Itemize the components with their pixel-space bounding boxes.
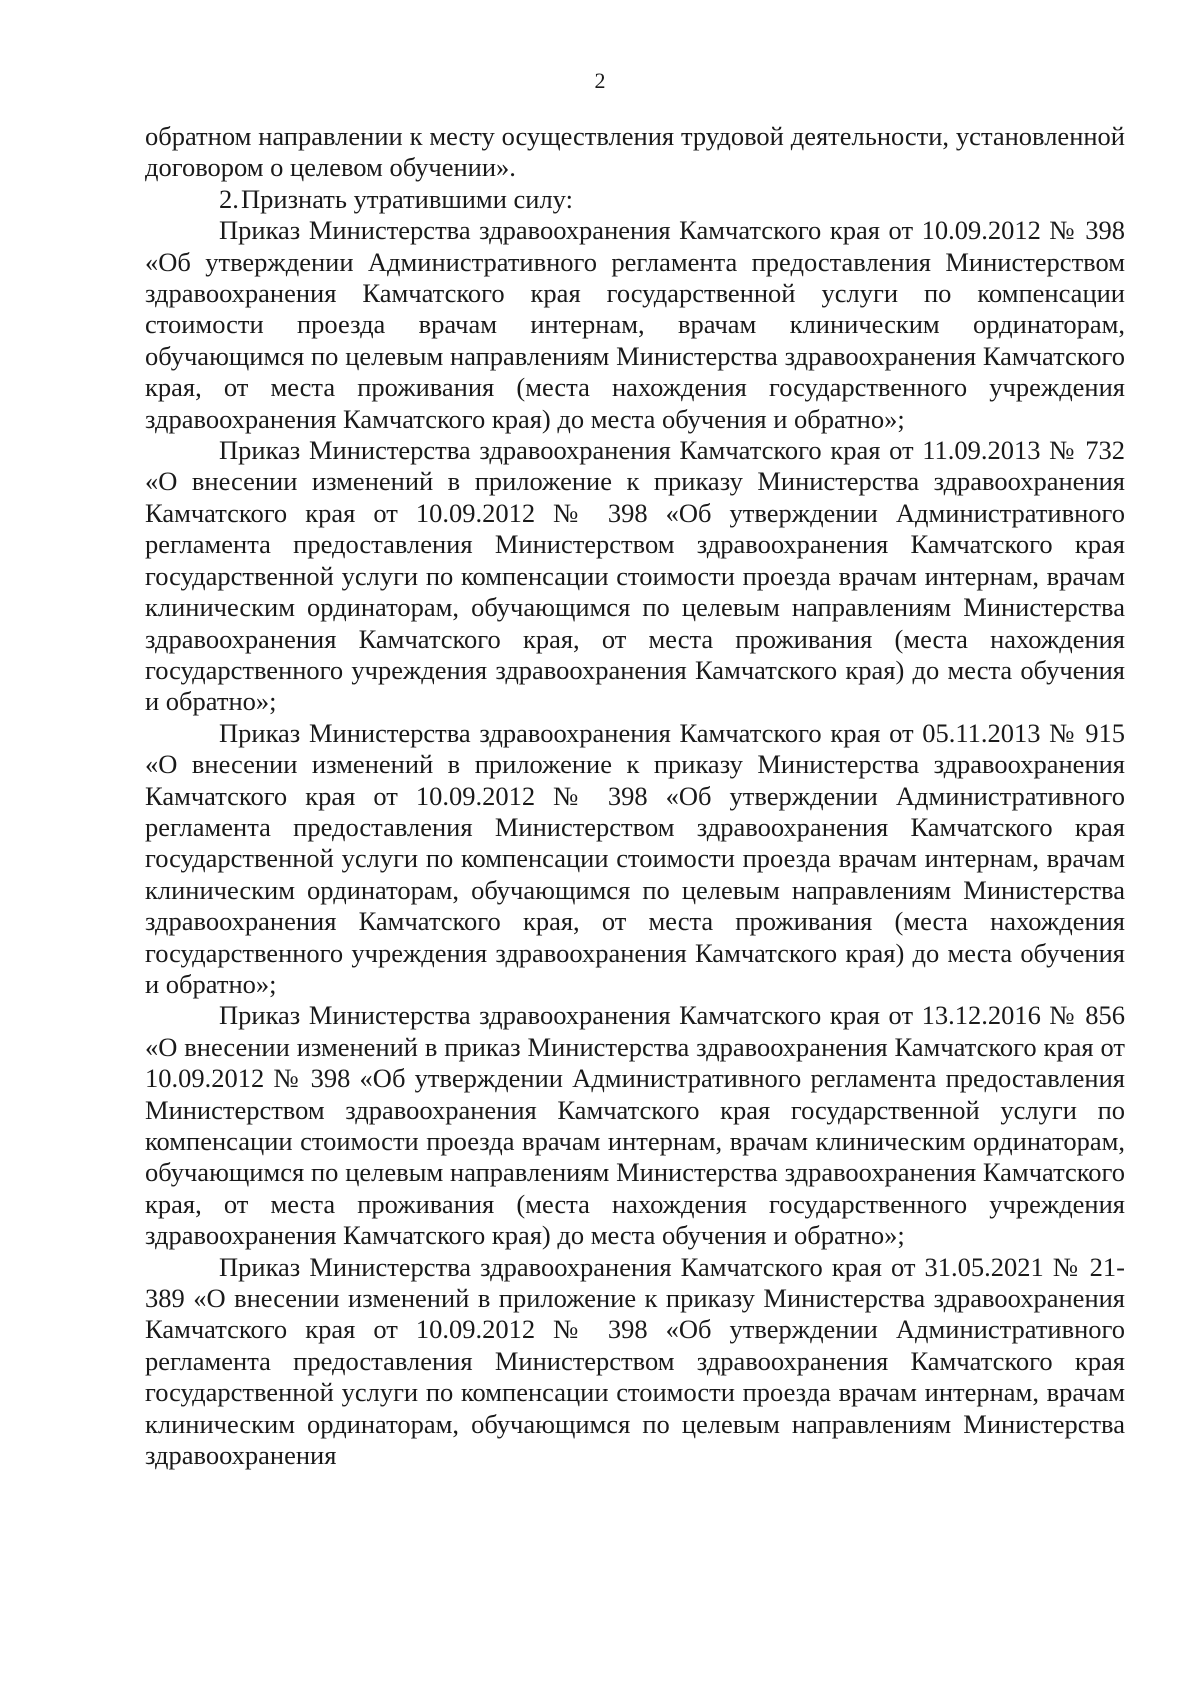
order-paragraph: Приказ Министерства здравоохранения Камчатского края от 13.12.2016 № 856 «О внесении изменений в приказ Министерства здравоохранения Камчатского края от 10.09.2012 № 398 «Об утверждении Административного регламента предоставления Министерством здравоохранения Камчатского края государственной услуги по компенсации стоимости проезда врачам интернам, врачам клиническим ординаторам, обучающимся по целевым направлениям Министерства здравоохранения Камчатского края, от места проживания (места нахождения государственного учреждения здравоохранения Камчатского края) до места обучения и обратно»; (145, 1000, 1125, 1251)
order-paragraph: Приказ Министерства здравоохранения Камчатского края от 05.11.2013 № 915 «О внесении изменений в приложение к приказу Министерства здравоохранения Камчатского края от 10.09.2012 № 398 «Об утверждении Административного регламента предоставления Министерством здравоохранения Камчатского края государственной услуги по компенсации стоимости проезда врачам интернам, врачам клиническим ординаторам, обучающимся по целевым направлениям Министерства здравоохранения Камчатского края, от места проживания (места нахождения государственного учреждения здравоохранения Камчатского края) до места обучения и обратно»; (145, 717, 1125, 999)
continuation-paragraph: обратном направлении к месту осуществления трудовой деятельности, установленной договором о целевом обучении». (145, 121, 1125, 183)
list-item-2 (145, 184, 1125, 215)
order-paragraph: Приказ Министерства здравоохранения Камчатского края от 10.09.2012 № 398 «Об утверждении Административного регламента предоставления Министерством здравоохранения Камчатского края государственной услуги по компенсации стоимости проезда врачам интернам, врачам клиническим ординаторам, обучающимся по целевым направлениям Министерства здравоохранения Камчатского края, от места проживания (места нахождения государственного учреждения здравоохранения Камчатского края) до места обучения и обратно»; (145, 215, 1125, 434)
order-paragraph: Приказ Министерства здравоохранения Камчатского края от 11.09.2013 № 732 «О внесении изменений в приложение к приказу Министерства здравоохранения Камчатского края от 10.09.2012 № 398 «Об утверждении Административного регламента предоставления Министерством здравоохранения Камчатского края государственной услуги по компенсации стоимости проезда врачам интернам, врачам клиническим ординаторам, обучающимся по целевым направлениям Министерства здравоохранения Камчатского края, от места проживания (места нахождения государственного учреждения здравоохранения Камчатского края) до места обучения и обратно»; (145, 435, 1125, 717)
list-item-number: 2. (219, 183, 239, 214)
order-paragraph: Приказ Министерства здравоохранения Камчатского края от 31.05.2021 № 21-389 «О внесении изменений в приложение к приказу Министерства здравоохранения Камчатского края от 10.09.2012 № 398 «Об утверждении Административного регламента предоставления Министерством здравоохранения Камчатского края государственной услуги по компенсации стоимости проезда врачам интернам, врачам клиническим ординаторам, обучающимся по целевым направлениям Министерства здравоохранения (145, 1251, 1125, 1471)
document-body (145, 121, 1125, 1471)
list-item-text: Признать утратившими силу: (241, 183, 573, 214)
page-number: 2 (594, 68, 606, 93)
